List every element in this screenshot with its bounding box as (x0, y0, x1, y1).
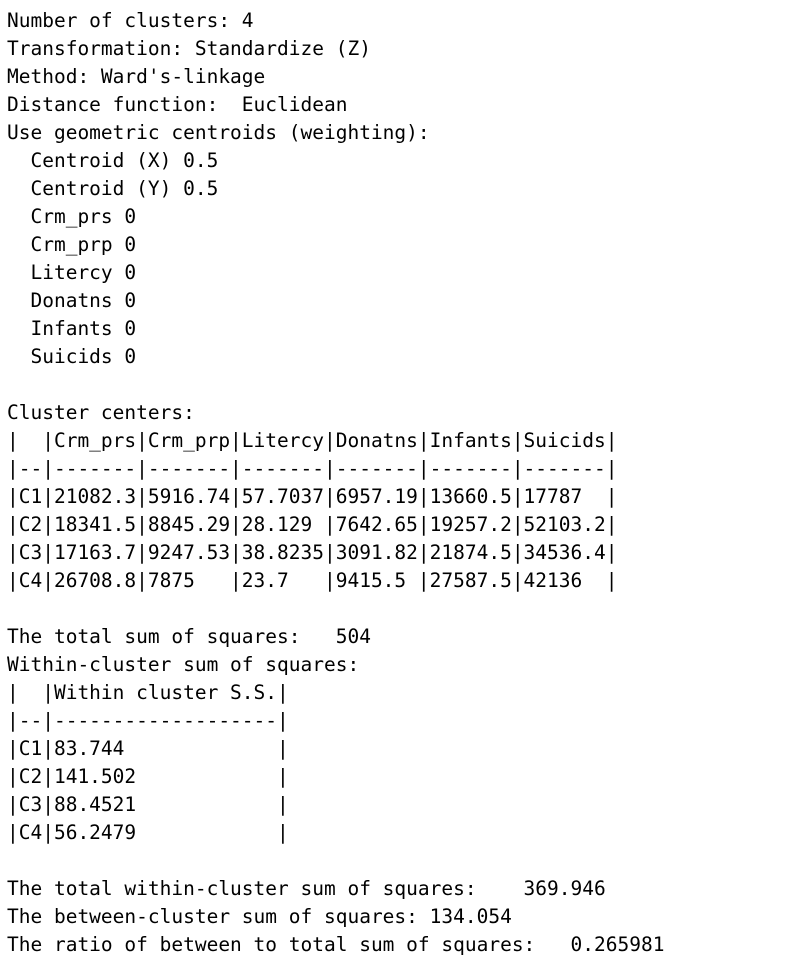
weight-centroid-x: Centroid (X) 0.5 (7, 149, 219, 172)
cluster-centers-heading: Cluster centers: (7, 401, 195, 424)
blank-line (7, 847, 800, 875)
centroids-heading: Use geometric centroids (weighting): (7, 121, 430, 144)
clusters-count-line: Number of clusters: 4 (7, 9, 254, 32)
blank-line (7, 595, 800, 623)
cluster-centers-row-c1: |C1|21082.3|5916.74|57.7037|6957.19|13660.5|17787 | (7, 485, 618, 508)
within-cluster-row-c2: |C2|141.502 | (7, 765, 289, 788)
within-cluster-heading: Within-cluster sum of squares: (7, 653, 360, 676)
weight-litercy: Litercy 0 (7, 261, 137, 284)
weight-crm-prp: Crm_prp 0 (7, 233, 137, 256)
weight-centroid-y: Centroid (Y) 0.5 (7, 177, 219, 200)
weight-crm-prs: Crm_prs 0 (7, 205, 137, 228)
within-cluster-header-row: | |Within cluster S.S.| (7, 681, 289, 704)
weight-donatns: Donatns 0 (7, 289, 137, 312)
cluster-centers-row-c4: |C4|26708.8|7875 |23.7 |9415.5 |27587.5|42136 | (7, 569, 618, 592)
distance-function-line: Distance function: Euclidean (7, 93, 348, 116)
method-line: Method: Ward's-linkage (7, 65, 266, 88)
within-cluster-row-c3: |C3|88.4521 | (7, 793, 289, 816)
transformation-line: Transformation: Standardize (Z) (7, 37, 371, 60)
within-cluster-separator-row: |--|-------------------| (7, 709, 289, 732)
total-within-cluster-line: The total within-cluster sum of squares: 369.946 (7, 877, 606, 900)
within-cluster-row-c4: |C4|56.2479 | (7, 821, 289, 844)
cluster-centers-header-row: | |Crm_prs|Crm_prp|Litercy|Donatns|Infants|Suicids| (7, 429, 618, 452)
weight-infants: Infants 0 (7, 317, 137, 340)
between-cluster-line: The between-cluster sum of squares: 134.054 (7, 905, 512, 928)
ratio-line: The ratio of between to total sum of squares: 0.265981 (7, 933, 665, 956)
within-cluster-row-c1: |C1|83.744 | (7, 737, 289, 760)
cluster-centers-row-c3: |C3|17163.7|9247.53|38.8235|3091.82|21874.5|34536.4| (7, 541, 618, 564)
cluster-centers-row-c2: |C2|18341.5|8845.29|28.129 |7642.65|19257.2|52103.2| (7, 513, 618, 536)
cluster-centers-separator-row: |--|-------|-------|-------|-------|-------|-------| (7, 457, 618, 480)
blank-line (7, 371, 800, 399)
weight-suicids: Suicids 0 (7, 345, 137, 368)
total-sum-of-squares-line: The total sum of squares: 504 (7, 625, 371, 648)
